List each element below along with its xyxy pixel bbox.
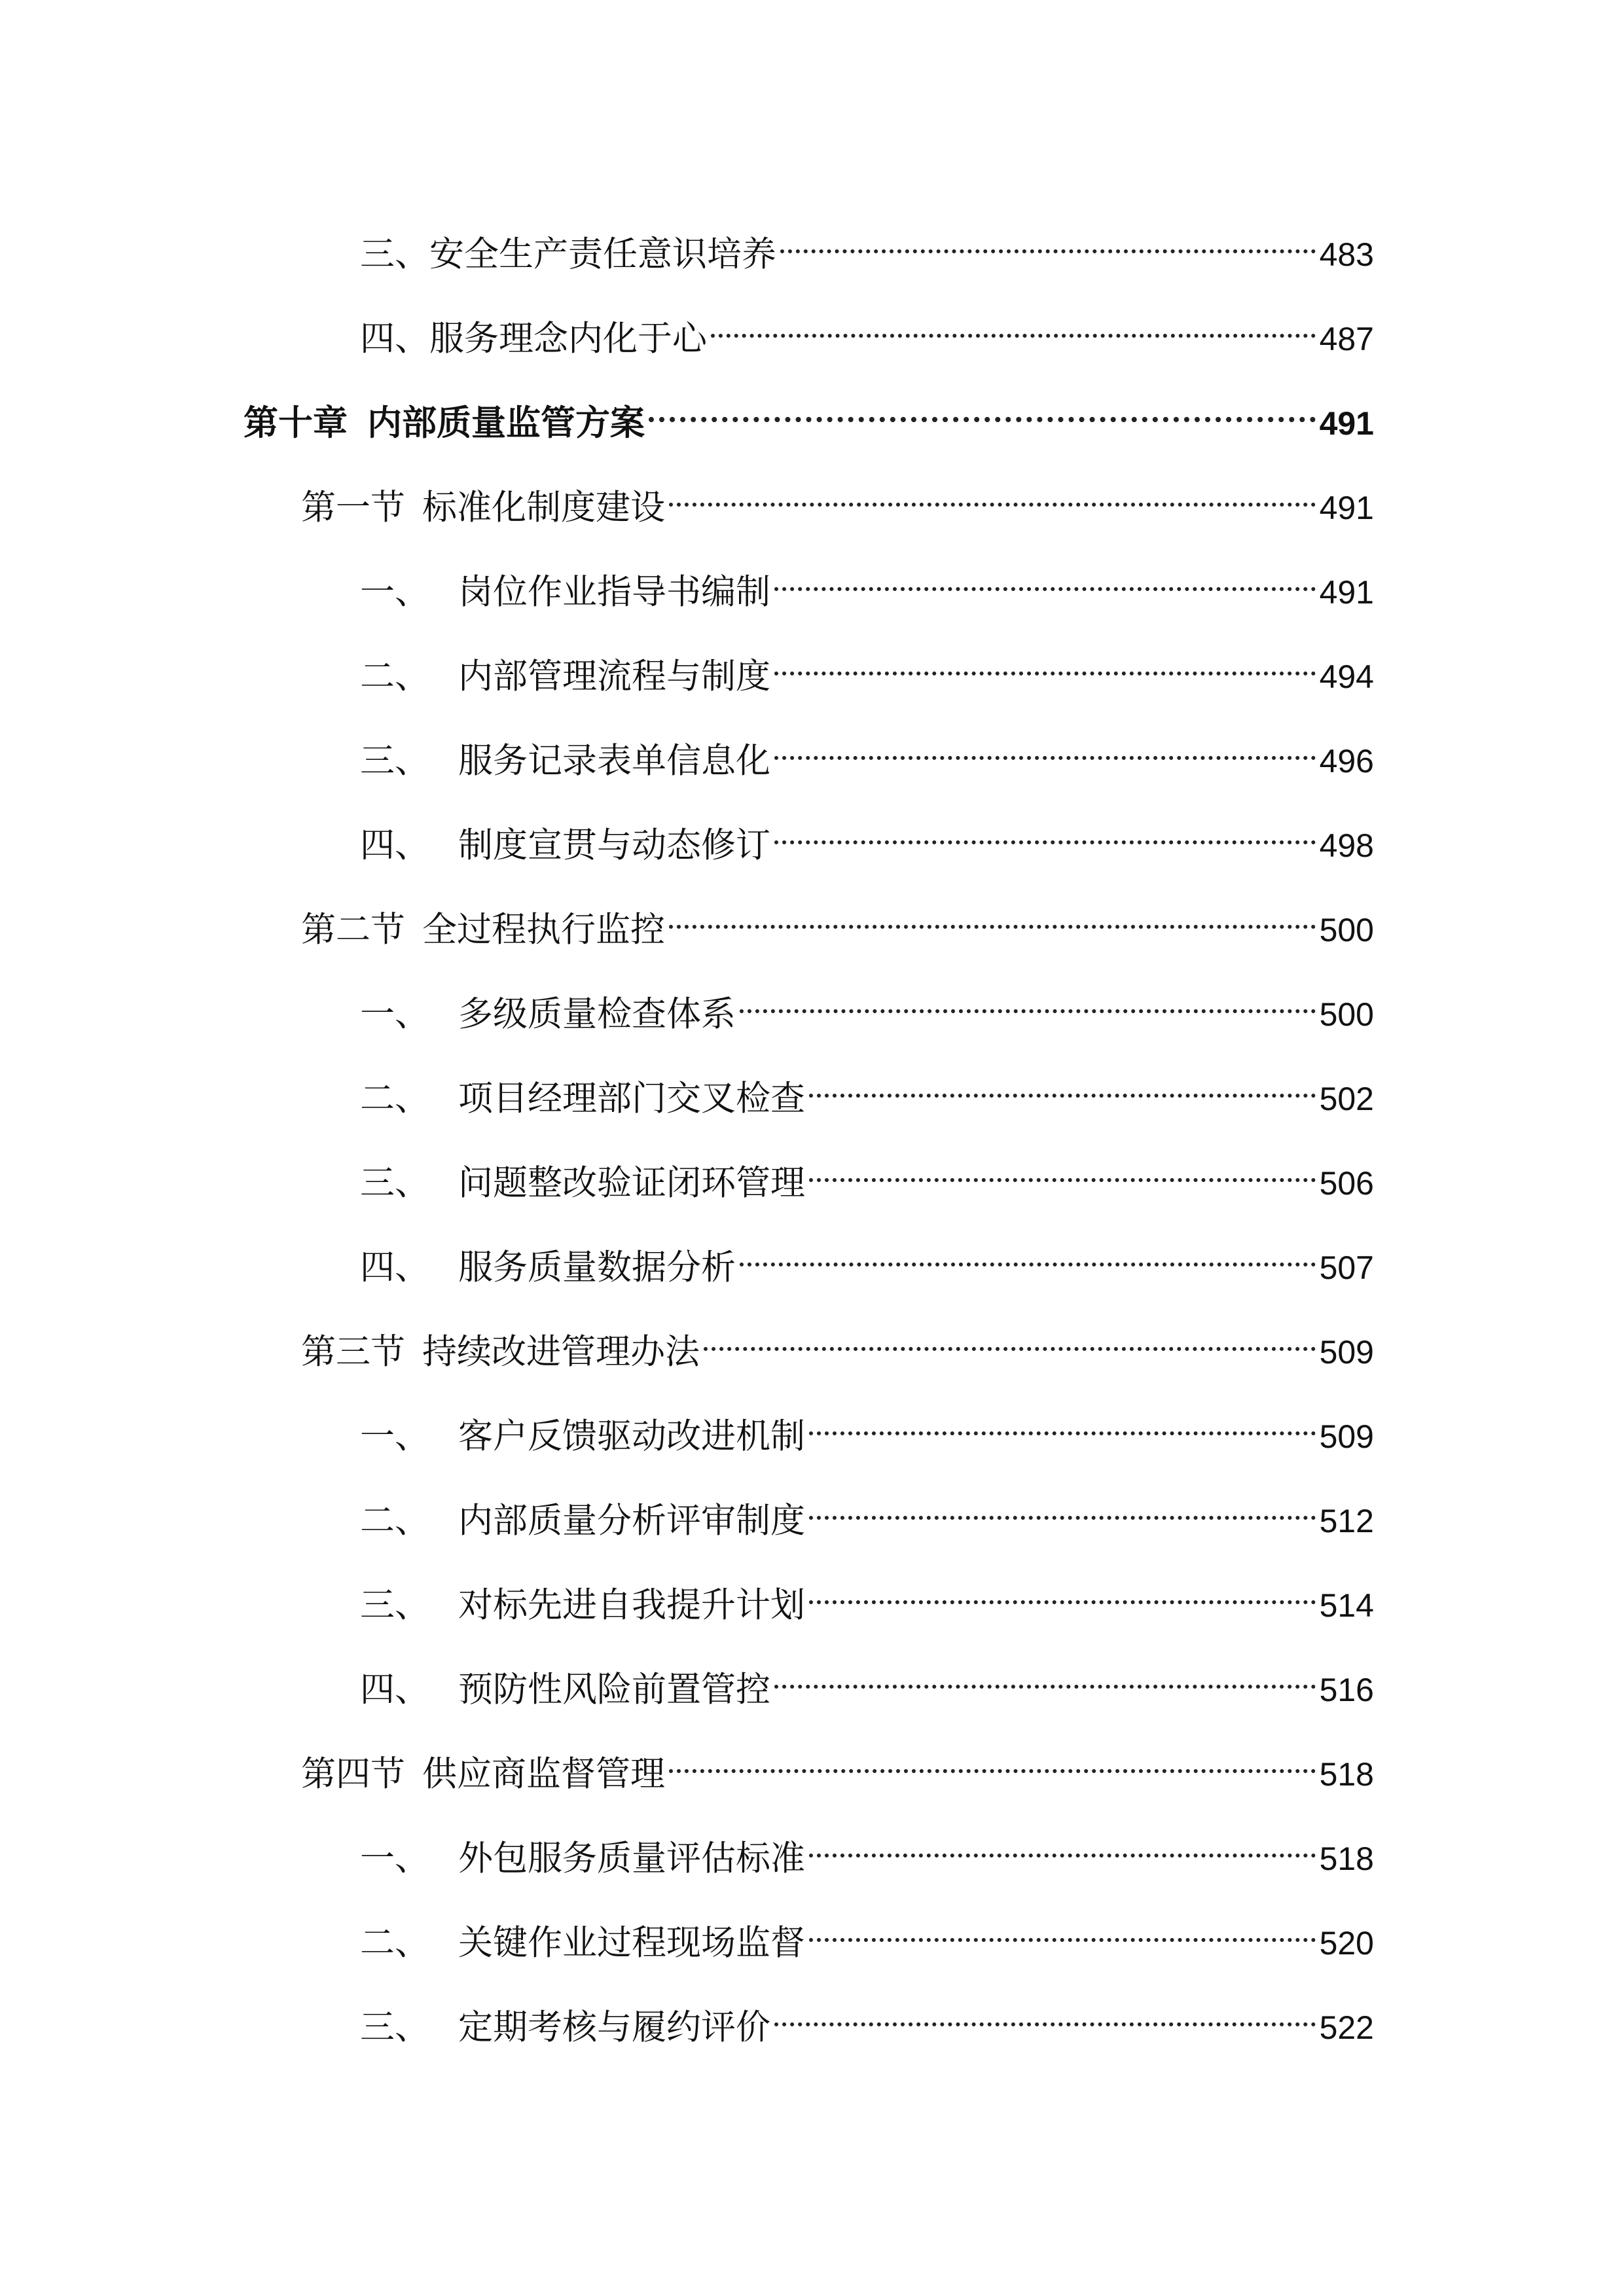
toc-section-entry[interactable]	[301, 467, 1374, 528]
toc-entry-number: 三、	[360, 741, 429, 781]
toc-entry-title: 多级质量检查体系	[458, 994, 736, 1034]
toc-section-page: 491	[1319, 490, 1374, 526]
toc-entry-title: 内部质量分析评审制度	[458, 1501, 805, 1541]
dot-leader	[809, 1480, 1316, 1532]
dot-leader	[809, 1142, 1316, 1194]
toc-entry-page: 491	[1319, 574, 1374, 611]
toc-entry-title: 安全生产责任意识培养	[429, 234, 776, 274]
dot-leader	[669, 467, 1316, 519]
toc-entry-number: 三、	[360, 1163, 429, 1203]
toc-section-title: 供应商监督管理	[422, 1754, 665, 1794]
toc-entry-number: 三、	[360, 2007, 429, 2047]
dot-leader	[740, 973, 1316, 1026]
toc-entry[interactable]	[360, 636, 1374, 696]
toc-entry-number: 三、	[360, 234, 429, 274]
toc-entry-title: 内部管理流程与制度	[458, 656, 770, 696]
dot-leader	[704, 1311, 1316, 1363]
toc-entry-page: 506	[1319, 1165, 1374, 1202]
toc-entry-title: 对标先进自我提升计划	[458, 1585, 805, 1625]
toc-entry[interactable]	[360, 1395, 1374, 1456]
toc-entry-number: 四、	[360, 1247, 429, 1287]
dot-leader	[740, 1227, 1316, 1279]
toc-entry[interactable]	[360, 973, 1374, 1034]
toc-entry-title: 定期考核与履约评价	[458, 2007, 770, 2047]
toc-entry-page: 507	[1319, 1249, 1374, 1286]
toc-entry-title: 问题整改验证闭环管理	[458, 1163, 805, 1203]
toc-entry[interactable]	[360, 1649, 1374, 1710]
toc-entry[interactable]	[360, 720, 1374, 781]
toc-entry-title: 预防性风险前置管控	[458, 1670, 770, 1710]
toc-section-number: 第二节	[301, 910, 405, 950]
toc-entry-page: 520	[1319, 1925, 1374, 1962]
toc-entry-page: 522	[1319, 2009, 1374, 2046]
dot-leader	[780, 213, 1316, 266]
toc-entry-page: 509	[1319, 1418, 1374, 1455]
dot-leader	[711, 298, 1316, 350]
toc-entry-title: 客户反馈驱动改进机制	[458, 1416, 805, 1456]
dot-leader	[774, 636, 1316, 688]
toc-entry[interactable]	[360, 1986, 1374, 2047]
toc-section-number: 第一节	[301, 488, 405, 528]
toc-entry-number: 四、	[360, 319, 429, 359]
toc-section-entry[interactable]	[301, 1733, 1374, 1794]
toc-section-title: 标准化制度建设	[422, 488, 665, 528]
toc-section-page: 518	[1319, 1756, 1374, 1793]
toc-entry-page: 516	[1319, 1672, 1374, 1708]
toc-entry-number: 三、	[360, 1585, 429, 1625]
toc-entry-title: 岗位作业指导书编制	[458, 572, 770, 612]
toc-entry-number: 二、	[360, 1923, 429, 1963]
toc-entry-number: 二、	[360, 656, 429, 696]
toc-entry[interactable]	[360, 213, 1374, 274]
toc-entry[interactable]	[360, 804, 1374, 865]
dot-leader	[774, 551, 1316, 603]
toc-section-entry[interactable]	[301, 889, 1374, 950]
toc-entry[interactable]	[360, 1902, 1374, 1963]
toc-entry[interactable]	[360, 1480, 1374, 1541]
dot-leader	[809, 1395, 1316, 1448]
toc-entry-number: 四、	[360, 825, 429, 865]
dot-leader	[774, 804, 1316, 857]
toc-entry-page: 496	[1319, 743, 1374, 780]
toc-entry-number: 一、	[360, 1416, 429, 1456]
toc-entry-number: 一、	[360, 1839, 429, 1878]
toc-entry[interactable]	[360, 551, 1374, 612]
toc-entry[interactable]	[360, 1142, 1374, 1203]
toc-entry-title: 服务记录表单信息化	[458, 741, 770, 781]
dot-leader	[809, 1902, 1316, 1954]
toc-entry-page: 498	[1319, 827, 1374, 864]
toc-chapter-number: 第十章	[244, 403, 348, 443]
toc-entry-page: 502	[1319, 1081, 1374, 1117]
dot-leader	[809, 1564, 1316, 1617]
toc-entry-number: 二、	[360, 1501, 429, 1541]
toc-section-title: 持续改进管理办法	[422, 1332, 700, 1372]
toc-section-page: 509	[1319, 1334, 1374, 1371]
toc-entry-number: 四、	[360, 1670, 429, 1710]
toc-entry[interactable]	[360, 1818, 1374, 1878]
dot-leader	[774, 1649, 1316, 1701]
toc-entry-title: 项目经理部门交叉检查	[458, 1079, 805, 1119]
toc-chapter-entry[interactable]	[244, 382, 1374, 443]
dot-leader	[669, 1733, 1316, 1785]
toc-entry-page: 514	[1319, 1587, 1374, 1624]
toc-entry[interactable]	[360, 1058, 1374, 1119]
toc-section-number: 第四节	[301, 1754, 405, 1794]
toc-entry-title: 服务质量数据分析	[458, 1247, 736, 1287]
toc-entry-page: 500	[1319, 996, 1374, 1033]
toc-entry-number: 二、	[360, 1079, 429, 1119]
toc-entry-page: 518	[1319, 1840, 1374, 1877]
dot-leader	[809, 1058, 1316, 1110]
toc-entry-page: 483	[1319, 236, 1374, 273]
dot-leader	[669, 889, 1316, 941]
toc-entry-page: 487	[1319, 321, 1374, 357]
toc-chapter-title: 内部质量监管方案	[367, 403, 645, 443]
dot-leader	[774, 1986, 1316, 2039]
toc-entry[interactable]	[360, 1564, 1374, 1625]
dot-leader	[649, 382, 1316, 435]
toc-entry[interactable]	[360, 1227, 1374, 1287]
toc-section-entry[interactable]	[301, 1311, 1374, 1372]
toc-entry-title: 制度宣贯与动态修订	[458, 825, 770, 865]
toc-entry[interactable]	[360, 298, 1374, 359]
toc-section-number: 第三节	[301, 1332, 405, 1372]
toc-entry-title: 外包服务质量评估标准	[458, 1839, 805, 1878]
toc-section-title: 全过程执行监控	[422, 910, 665, 950]
toc-entry-page: 512	[1319, 1503, 1374, 1539]
toc-chapter-page: 491	[1319, 405, 1374, 442]
toc-entry-number: 一、	[360, 572, 429, 612]
toc-entry-number: 一、	[360, 994, 429, 1034]
toc-entry-page: 494	[1319, 658, 1374, 695]
toc-section-page: 500	[1319, 912, 1374, 948]
dot-leader	[809, 1818, 1316, 1870]
toc-entry-title: 关键作业过程现场监督	[458, 1923, 805, 1963]
dot-leader	[774, 720, 1316, 772]
toc-entry-title: 服务理念内化于心	[429, 319, 707, 359]
